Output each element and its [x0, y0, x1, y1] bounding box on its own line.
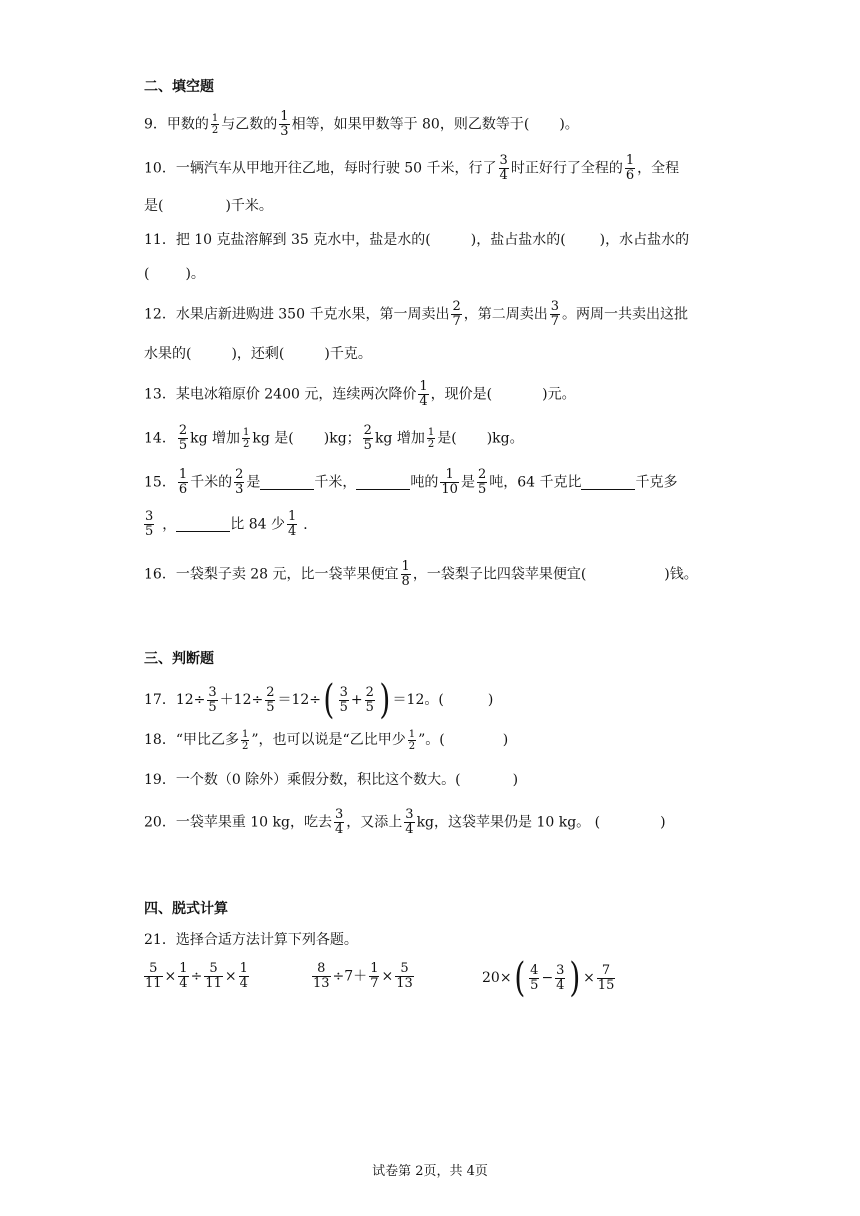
question-17: [144, 677, 494, 723]
text: (: [144, 266, 150, 282]
text: 把 10 克盐溶解到 35 克水中，盐是水的(: [175, 232, 431, 248]
text: 选择合适方法计算下列各题。: [175, 932, 358, 948]
left-paren: (: [513, 955, 525, 1001]
question-number: 11．: [144, 232, 176, 248]
fraction: $\frac{1}{6}$: [178, 467, 188, 497]
text: ): [502, 732, 509, 748]
question-13: [144, 380, 576, 409]
fraction: $\frac{1}{2}$: [242, 728, 249, 752]
text: 甲数的: [166, 116, 209, 133]
fraction: $\frac{3}{5}$: [339, 684, 348, 715]
question-9: [144, 110, 579, 139]
fraction: $\frac{2}{5}$: [178, 423, 188, 453]
text: )千米。: [225, 198, 273, 214]
fraction: $\frac{1}{2}$: [427, 427, 435, 450]
fraction: $\frac{1}{3}$: [280, 109, 289, 139]
fraction: $\frac{1}{2}$: [243, 427, 250, 450]
fraction: $\frac{8}{13}$: [313, 961, 330, 991]
question-number: 15．: [144, 474, 176, 491]
text: ＝12÷: [277, 692, 322, 708]
fraction: $\frac{2}{5}$: [477, 467, 487, 497]
fraction: $\frac{3}{4}$: [556, 962, 565, 993]
text: kg 增加: [190, 430, 241, 447]
text: ，: [162, 516, 177, 533]
fraction: $\frac{2}{7}$: [452, 299, 461, 329]
question-number: 18．: [144, 732, 176, 748]
fraction: $\frac{3}{7}$: [550, 299, 560, 329]
text: 时正好行了全程的: [510, 160, 623, 177]
fraction: $\frac{2}{5}$: [266, 684, 275, 715]
question-14: [144, 424, 524, 453]
question-10-line2: [144, 194, 273, 218]
text: )，水占盐水的: [599, 232, 690, 248]
text: ，全程: [637, 160, 680, 177]
text: 。两周一共卖出这批: [562, 306, 689, 323]
fraction: $\frac{1}{2}$: [408, 728, 416, 752]
text: )kg；: [323, 430, 361, 447]
question-15-line2: [144, 510, 317, 539]
fraction: $\frac{3}{4}$: [335, 807, 344, 837]
question-11-line2: [144, 262, 205, 286]
text: )，还剩(: [231, 346, 285, 362]
text: 12÷: [175, 692, 206, 708]
text: ＝12。(: [392, 692, 444, 708]
left-paren: (: [323, 677, 335, 723]
question-number: 19．: [144, 772, 176, 788]
text: kg 增加: [374, 430, 425, 447]
text: ，一袋梨子比四袋苹果便宜(: [412, 566, 587, 583]
text: 吨的: [410, 474, 439, 491]
text: )千克。: [324, 346, 372, 362]
question-number: 17．: [144, 692, 176, 708]
operator: ×: [164, 968, 177, 985]
text: 千米，: [314, 474, 357, 491]
text: 20×: [482, 970, 512, 986]
text: ．: [303, 516, 318, 533]
question-12: [144, 300, 688, 329]
fraction: $\frac{1}{4}$: [239, 961, 248, 991]
expression-2: [312, 962, 416, 991]
fraction: $\frac{2}{5}$: [363, 423, 372, 453]
operator: ×: [224, 968, 237, 985]
right-paren: ): [569, 955, 581, 1001]
text: 一个数（0 除外）乘假分数，积比这个数大。(: [175, 772, 461, 788]
page-footer: 试卷第 2页，共 4页: [372, 1164, 488, 1179]
fraction: $\frac{1}{8}$: [401, 559, 410, 589]
answer-underline[interactable]: [176, 517, 230, 532]
text: 是: [460, 474, 475, 491]
fraction: $\frac{1}{4}$: [419, 379, 428, 409]
operator: ×: [381, 968, 394, 985]
text: ”。(: [418, 732, 445, 748]
text: ): [487, 692, 494, 708]
question-11: [144, 228, 689, 252]
question-19: [144, 768, 518, 792]
fraction: $\frac{1}{2}$: [211, 113, 219, 136]
fraction: $\frac{2}{5}$: [365, 684, 374, 715]
text: ): [660, 814, 666, 831]
text: )元。: [542, 386, 576, 403]
question-18: [144, 728, 508, 752]
operator: ÷7＋: [332, 968, 368, 985]
fraction: $\frac{1}{10}$: [441, 467, 458, 497]
text: “甲比乙多: [175, 732, 239, 748]
fraction: $\frac{3}{5}$: [208, 684, 217, 715]
fraction: $\frac{2}{3}$: [235, 467, 244, 497]
fraction: $\frac{5}{11}$: [145, 961, 162, 991]
text: kg，这袋苹果仍是 10 kg。 (: [416, 814, 601, 831]
question-number: 16．: [144, 566, 176, 583]
question-16: [144, 560, 698, 589]
section-title-judge: 三、判断题: [144, 651, 214, 667]
operator: ×: [583, 970, 595, 986]
fraction: $\frac{7}{15}$: [597, 962, 615, 993]
text: 一袋梨子卖 28 元，比一袋苹果便宜: [175, 566, 399, 583]
text: 千克多: [635, 474, 678, 491]
text: ，现价是(: [430, 386, 493, 403]
question-number: 10．: [144, 160, 176, 177]
expression-3: [482, 955, 617, 1001]
question-15: [144, 468, 677, 497]
section-title-fill: 二、填空题: [144, 79, 214, 95]
text: 一袋苹果重 10 kg，吃去: [175, 814, 332, 831]
fraction: $\frac{5}{11}$: [205, 961, 222, 991]
text: 某电冰箱原价 2400 元，连续两次降价: [175, 386, 417, 403]
text: 水果的(: [144, 346, 192, 362]
text: 吨，64 千克比: [489, 474, 582, 491]
question-20: [144, 808, 666, 837]
question-number: 13．: [144, 386, 176, 403]
fraction: $\frac{5}{13}$: [396, 961, 413, 991]
fraction: $\frac{4}{5}$: [530, 962, 539, 993]
expression-1: [144, 962, 251, 991]
text: )，盐占盐水的(: [470, 232, 566, 248]
fraction: $\frac{3}{4}$: [405, 807, 414, 837]
text: ”，也可以说是“乙比甲少: [251, 732, 406, 748]
fraction: $\frac{1}{4}$: [179, 961, 188, 991]
question-12-line2: [144, 342, 372, 366]
text: +: [350, 692, 363, 708]
question-number: 21．: [144, 932, 176, 948]
text: kg 是(: [252, 430, 294, 447]
answer-underline[interactable]: [581, 475, 635, 490]
section-title-calc: 四、脱式计算: [144, 901, 228, 917]
question-number: 14．: [144, 430, 176, 447]
text: ，第二周卖出: [463, 306, 548, 323]
text: )kg。: [486, 430, 524, 447]
fraction: $\frac{1}{6}$: [625, 153, 635, 183]
text: 相等，如果甲数等于 80，则乙数等于(: [291, 116, 530, 133]
answer-underline[interactable]: [356, 475, 410, 490]
answer-underline[interactable]: [260, 475, 314, 490]
fraction: $\frac{3}{5}$: [145, 509, 154, 539]
question-number: 20．: [144, 814, 176, 831]
text: 与乙数的: [221, 116, 278, 133]
question-number: 9．: [144, 116, 167, 133]
right-paren: ): [379, 677, 391, 723]
text: 比 84 少: [230, 516, 285, 533]
question-21: [144, 928, 358, 952]
text: 水果店新进购进 350 千克水果，第一周卖出: [175, 306, 450, 323]
operator: ÷: [190, 968, 203, 985]
question-10: [144, 154, 679, 183]
text: 千米的: [190, 474, 233, 491]
text: ＋12÷: [219, 692, 264, 708]
text: 是(: [437, 430, 457, 447]
text: 是: [246, 474, 261, 491]
text: 是(: [144, 198, 164, 214]
operator: −: [541, 970, 554, 986]
question-number: 12．: [144, 306, 176, 323]
text: ): [512, 772, 519, 788]
fraction: $\frac{3}{4}$: [499, 153, 508, 183]
text: ，又添上: [346, 814, 403, 831]
fraction: $\frac{1}{4}$: [288, 509, 297, 539]
text: )钱。: [664, 566, 698, 583]
fraction: $\frac{1}{7}$: [370, 961, 379, 991]
text: )。: [559, 116, 579, 133]
text: )。: [185, 266, 205, 282]
text: 一辆汽车从甲地开往乙地，每时行驶 50 千米，行了: [175, 160, 497, 177]
